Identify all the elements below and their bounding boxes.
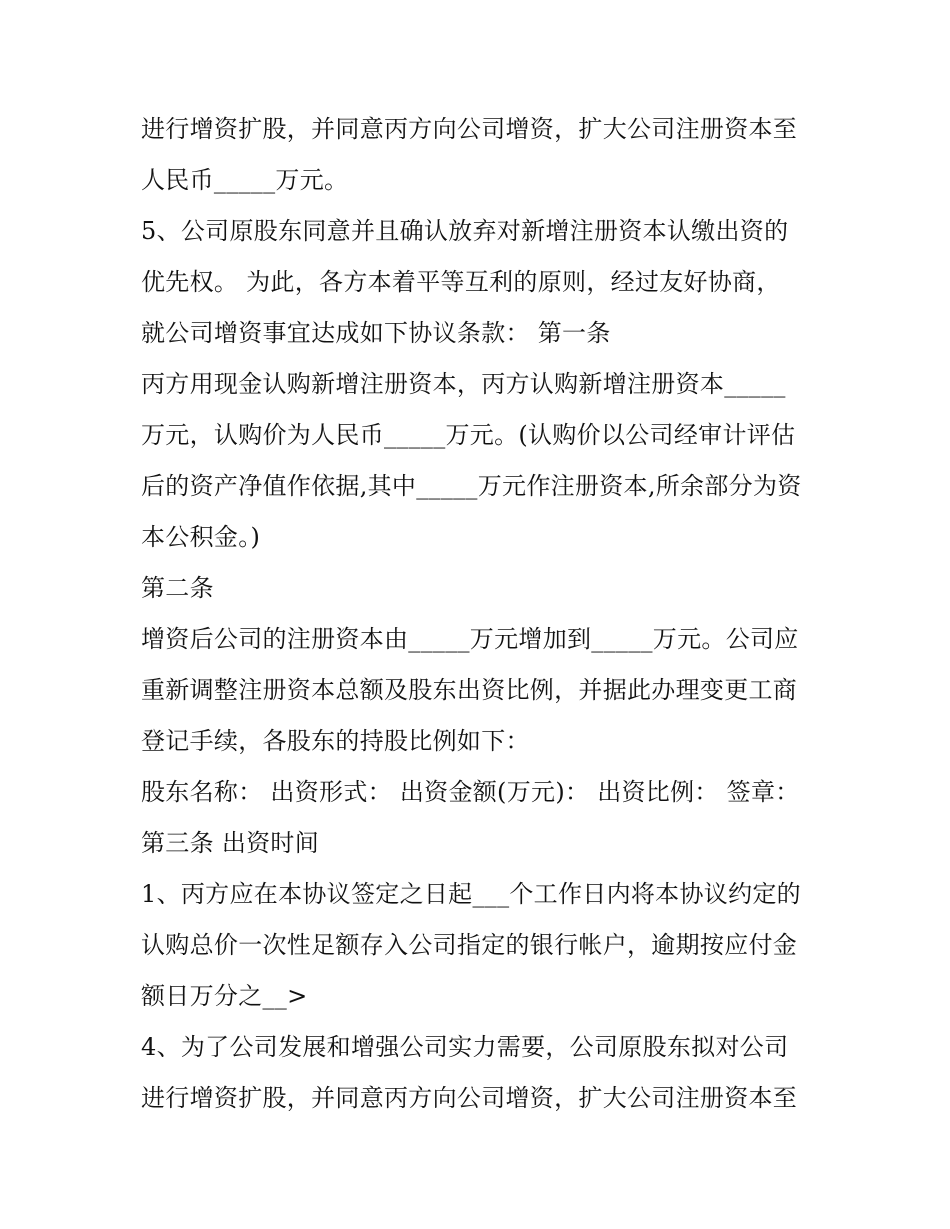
text-line: 额日万分之__> xyxy=(141,982,308,1010)
text-line: 进行增资扩股，并同意丙方向公司增资，扩大公司注册资本至 xyxy=(141,1084,798,1112)
text-line: 人民币_____万元。 xyxy=(141,166,349,194)
text-line: 丙方用现金认购新增注册资本，丙方认购新增注册资本_____ xyxy=(141,370,786,398)
text-line: 增资后公司的注册资本由_____万元增加到_____万元。公司应 xyxy=(141,625,799,653)
text-line: 本公积金。) xyxy=(141,523,261,551)
text-line: 重新调整注册资本总额及股东出资比例，并据此办理变更工商 xyxy=(141,676,798,704)
text-line: 1、丙方应在本协议签定之日起___个工作日内将本协议约定的 xyxy=(141,880,801,908)
text-line: 进行增资扩股，并同意丙方向公司增资，扩大公司注册资本至 xyxy=(141,115,798,143)
text-line: 登记手续，各股东的持股比例如下： xyxy=(141,727,530,755)
text-line: 优先权。 为此，各方本着平等互利的原则，经过友好协商， xyxy=(141,268,781,296)
text-line: 万元，认购价为人民币_____万元。(认购价以公司经审计评估 xyxy=(141,421,796,449)
section-heading: 第三条 出资时间 xyxy=(141,829,320,857)
text-line: 后的资产净值作依据,其中_____万元作注册资本,所余部分为资 xyxy=(141,472,802,500)
section-heading: 第二条 xyxy=(141,574,214,602)
document-body xyxy=(141,104,821,1124)
text-line: 4、为了公司发展和增强公司实力需要，公司原股东拟对公司 xyxy=(141,1033,789,1061)
text-line: 5、公司原股东同意并且确认放弃对新增注册资本认缴出资的 xyxy=(141,217,789,245)
text-line: 就公司增资事宜达成如下协议条款： 第一条 xyxy=(141,319,611,347)
shareholder-table-header: 股东名称： 出资形式： 出资金额(万元)： 出资比例： 签章： xyxy=(141,778,800,806)
text-line: 认购总价一次性足额存入公司指定的银行帐户，逾期按应付金 xyxy=(141,931,798,959)
